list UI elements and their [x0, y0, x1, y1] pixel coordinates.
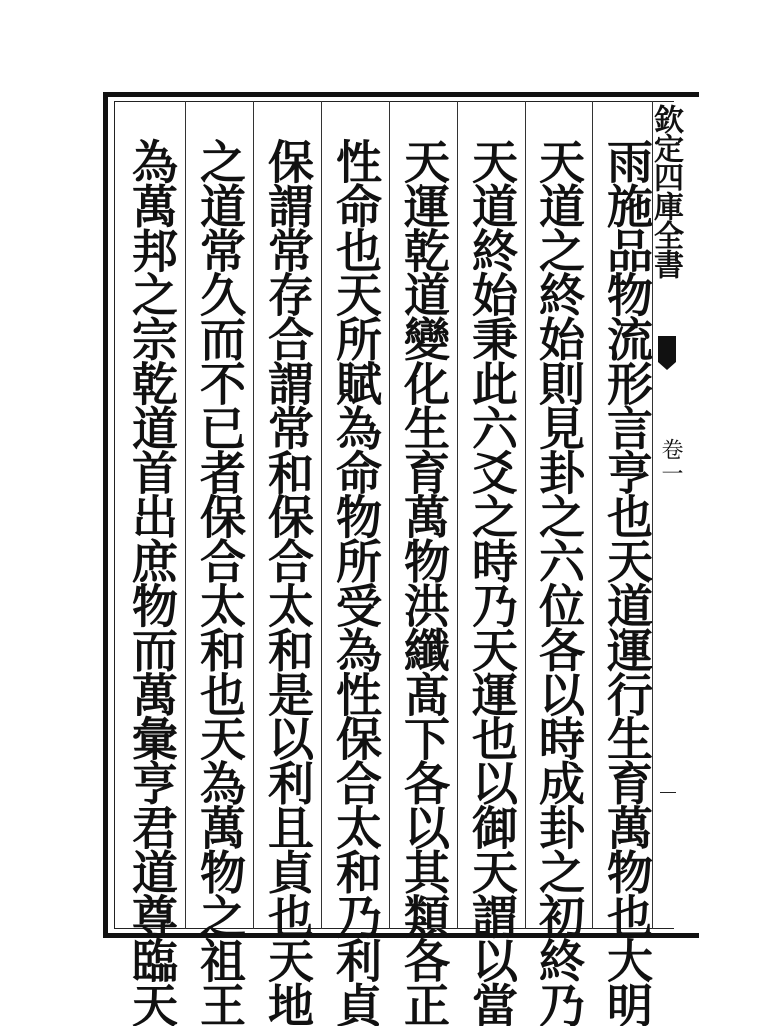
text-column-2: 天道之終始則見卦之六位各以時成卦之初終乃	[532, 138, 586, 1026]
column-rule	[389, 101, 390, 929]
text-column-7: 之道常久而不已者保合太和也天為萬物之祖王	[193, 138, 247, 1026]
margin-tick	[660, 792, 676, 793]
column-rule	[253, 101, 254, 929]
column-rule	[457, 101, 458, 929]
text-column-1: 雨施品物流形言亨也天道運行生育萬物也大明	[600, 138, 654, 1026]
text-column-4: 天運乾道變化生育萬物洪纖髙下各以其類各正	[397, 138, 451, 1026]
text-column-8: 為萬邦之宗乾道首出庶物而萬彙亨君道尊臨天	[125, 138, 179, 1026]
text-column-6: 保謂常存合謂常和保合太和是以利且貞也天地	[261, 138, 315, 1026]
book-title: 欽定四庫全書	[648, 104, 683, 278]
juan-label: 卷一	[658, 438, 683, 486]
column-rule	[592, 101, 593, 929]
column-rule	[321, 101, 322, 929]
text-column-5: 性命也天所賦為命物所受為性保合太和乃利貞	[329, 138, 383, 1026]
column-rule	[525, 101, 526, 929]
text-column-3: 天道終始秉此六爻之時乃天運也以御天謂以當	[465, 138, 519, 1026]
column-rule	[185, 101, 186, 929]
fishtail-mark-icon	[658, 336, 676, 362]
